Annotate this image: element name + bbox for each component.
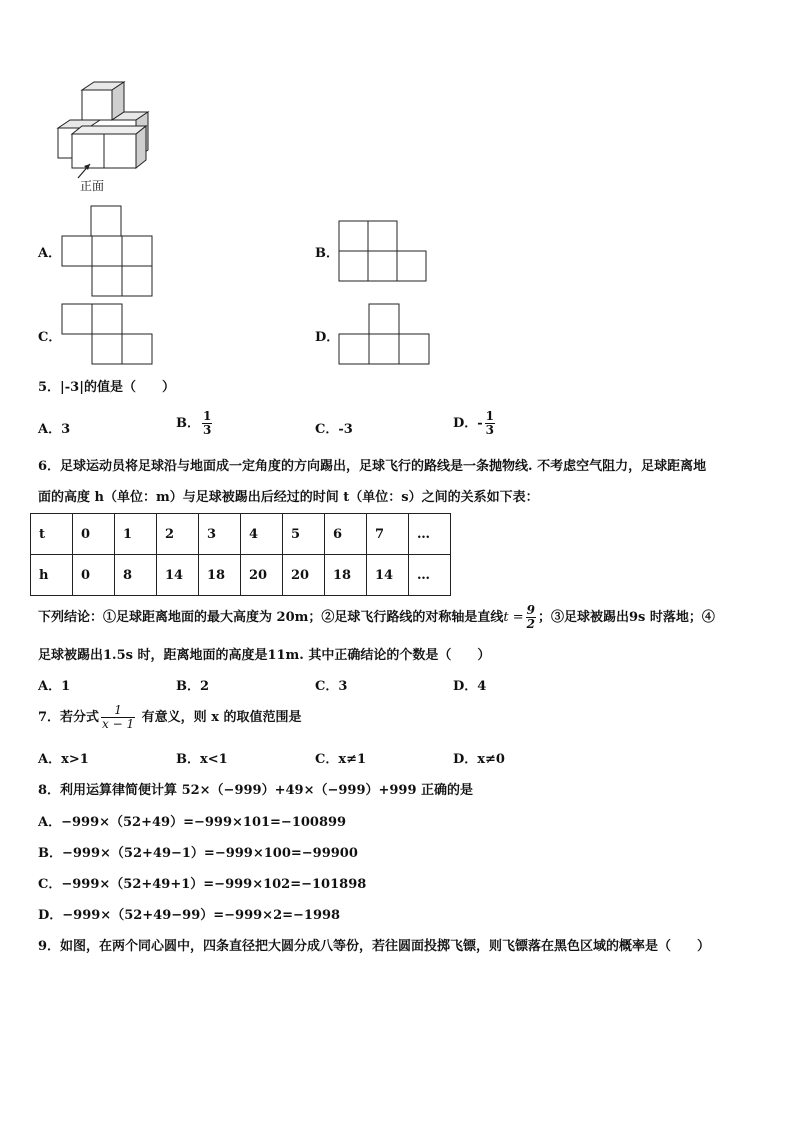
front-view-label: 正面 [80,179,105,193]
table-cell: 3 [199,514,241,555]
q7-option-b: B．x<1 [176,752,228,767]
q4-option-a-label: A． [38,246,62,261]
q5-option-b: B． $\frac{1}{3}$ [176,409,212,437]
table-cell: 8 [115,555,157,596]
q5-option-c: C．-3 [315,422,353,437]
q7-option-d: D．x≠0 [453,752,505,767]
q4-option-b-label: B． [315,246,339,261]
q9-stem: 9．如图，在两个同心圆中，四条直径把大圆分成八等份，若往圆面投掷飞镖，则飞镖落在黑色区域的概率是（ ） [38,939,711,954]
q8-option-c: C．−999×（52+49+1）=−999×102=−101898 [38,877,367,892]
table-cell: 18 [325,555,367,596]
q4-option-c-figure [61,303,153,365]
table-cell: 6 [325,514,367,555]
q7-option-a: A．x>1 [38,752,89,767]
q4-option-d-figure [338,303,430,365]
table-cell: 14 [157,555,199,596]
q5-option-a: A．3 [38,422,71,437]
q4-option-c-label: C． [38,330,62,345]
q6-option-c: C．3 [315,679,348,694]
table-cell: h [31,555,73,596]
table-cell: 20 [283,555,325,596]
q6-option-a: A．1 [38,679,71,694]
q4-option-a-figure [61,205,153,297]
cube-stack-figure [52,78,152,193]
q6-option-b: B．2 [176,679,210,694]
q6-conclusions-line1: 下列结论：①足球距离地面的最大高度为 20m；②足球飞行路线的对称轴是直线t = $\frac{9}{2}$ ；③足球被踢出9s 时落地；④ [38,603,715,631]
table-cell: 1 [115,514,157,555]
q8-option-d: D．−999×（52+49−99）=−999×2=−1998 [38,908,341,923]
table-cell: 0 [73,514,115,555]
q5-option-d: D．- $\frac{1}{3}$ [453,409,495,437]
q8-option-a: A．−999×（52+49）=−999×101=−100899 [38,815,347,830]
q4-option-d-label: D． [315,330,340,345]
table-cell: 20 [241,555,283,596]
table-cell: … [409,514,451,555]
table-cell: … [409,555,451,596]
table-cell: 14 [367,555,409,596]
q5-stem: 5．|-3|的值是（ ） [38,380,175,395]
table-cell: 4 [241,514,283,555]
table-cell: 2 [157,514,199,555]
table-cell: 5 [283,514,325,555]
q8-stem: 8．利用运算律简便计算 52×（−999）+49×（−999）+999 正确的是 [38,783,474,798]
table-cell: 18 [199,555,241,596]
q6-option-d: D．4 [453,679,487,694]
q6-stem-line1: 6．足球运动员将足球沿与地面成一定角度的方向踢出，足球飞行的路线是一条抛物线. 不考虑空气阻力，足球距离地 [38,459,707,474]
q6-conclusions-line2: 足球被踢出1.5s 时，距离地面的高度是11m. 其中正确结论的个数是（ ） [38,648,491,663]
q7-stem: 7．若分式 $\frac{1}{x - 1}$ 有意义，则 x 的取值范围是 [38,703,302,731]
q7-option-c: C．x≠1 [315,752,367,767]
q8-option-b: B．−999×（52+49−1）=−999×100=−99900 [38,846,358,861]
table-cell: 7 [367,514,409,555]
table-row [31,514,451,555]
q6-data-table [30,513,451,596]
table-cell: t [31,514,73,555]
q6-stem-line2: 面的高度 h（单位：m）与足球被踢出后经过的时间 t（单位：s）之间的关系如下表： [38,490,539,505]
table-cell: 0 [73,555,115,596]
q4-option-b-figure [338,220,430,282]
table-row [31,555,451,596]
